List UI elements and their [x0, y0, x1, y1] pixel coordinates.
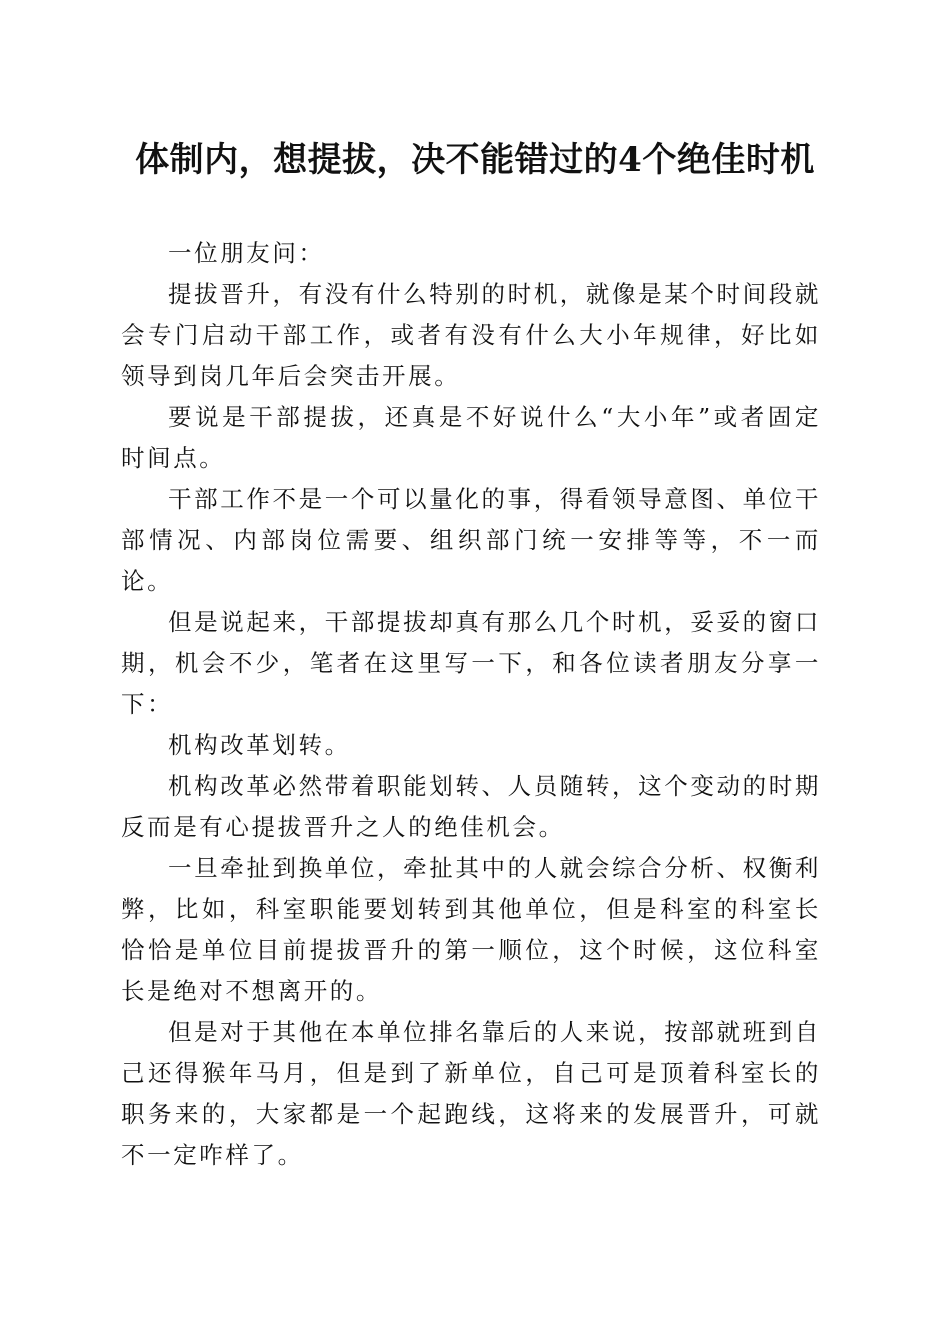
page-title: 体制内，想提拔，决不能错过的4个绝佳时机 — [135, 140, 815, 180]
paragraph: 干部工作不是一个可以量化的事，得看领导意图、单位干部情况、内部岗位需要、组织部门统一安排等等，不一而论。 — [121, 485, 821, 595]
paragraph: 机构改革划转。 — [168, 731, 351, 759]
paragraph: 一旦牵扯到换单位，牵扯其中的人就会综合分析、权衡利弊，比如，科室职能要划转到其他单位，但是科室的科室长恰恰是单位目前提拔晋升的第一顺位，这个时候，这位科室长是绝对不想离开的。 — [121, 854, 821, 1005]
article-body — [121, 233, 821, 1176]
paragraph: 机构改革必然带着职能划转、人员随转，这个变动的时期反而是有心提拔晋升之人的绝佳机会。 — [121, 772, 821, 841]
paragraph: 提拔晋升，有没有什么特别的时机，就像是某个时间段就会专门启动干部工作，或者有没有什么大小年规律，好比如领导到岗几年后会突击开展。 — [121, 280, 821, 390]
paragraph: 要说是干部提拔，还真是不好说什么“大小年”或者固定时间点。 — [121, 403, 821, 472]
paragraph: 一位朋友问： — [168, 239, 325, 267]
paragraph: 但是对于其他在本单位排名靠后的人来说，按部就班到自己还得猴年马月，但是到了新单位，自己可是顶着科室长的职务来的，大家都是一个起跑线，这将来的发展晋升，可就不一定咋样了。 — [121, 1018, 821, 1169]
paragraph: 但是说起来，干部提拔却真有那么几个时机，妥妥的窗口期，机会不少，笔者在这里写一下，和各位读者朋友分享一下： — [121, 608, 821, 718]
